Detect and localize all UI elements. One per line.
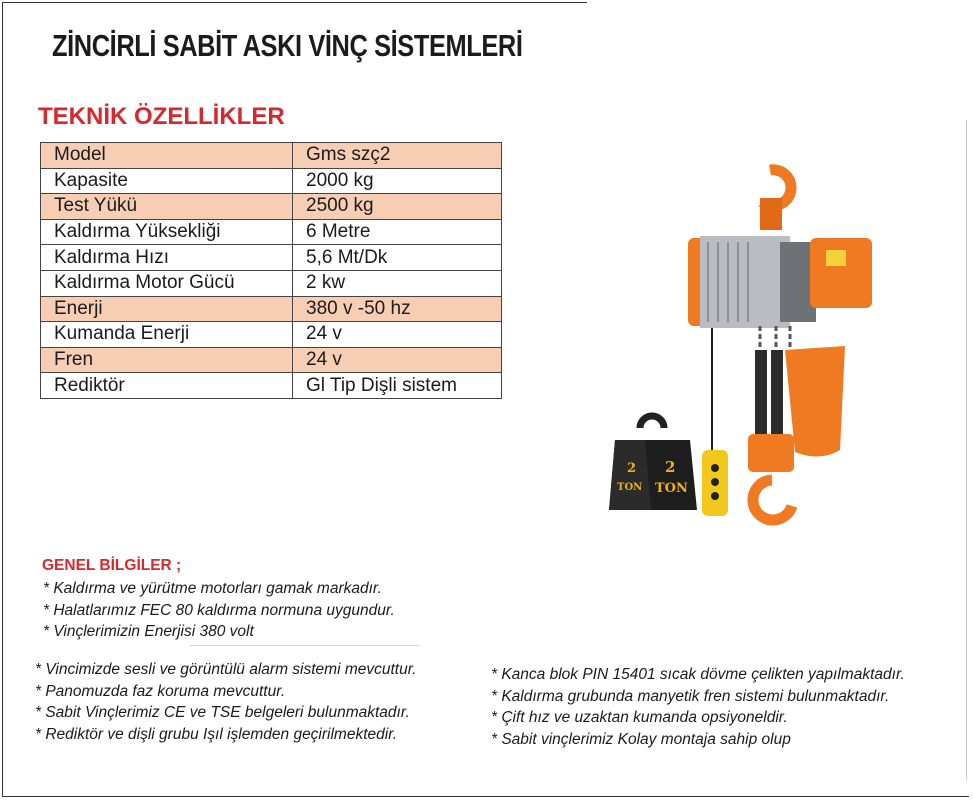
right-divider [966, 120, 967, 780]
bottom-hook-block [748, 434, 794, 472]
spec-label: Kumanda Enerji [41, 322, 293, 348]
spec-table [40, 142, 502, 399]
spec-value: 24 v [293, 347, 502, 373]
spec-label: Rediktör [41, 373, 293, 399]
weight-label-unit-left: TON [617, 482, 643, 493]
general-info-heading: GENEL BİLGİLER ; [42, 557, 182, 574]
weight-label-number: 2 [665, 458, 676, 476]
spec-label: Kapasite [41, 168, 293, 194]
spec-label: Kaldırma Motor Gücü [41, 270, 293, 296]
hoist-motor-cover [810, 238, 872, 308]
spec-label: Model [41, 143, 293, 169]
list-item: * Kanca blok PIN 15401 sıcak dövme çelikten yapılmaktadır. [491, 666, 905, 683]
spec-value: Gms szç2 [293, 143, 502, 169]
table-row [41, 143, 502, 169]
table-row [41, 373, 502, 399]
table-row [41, 194, 502, 220]
spec-value: 380 v -50 hz [293, 296, 502, 322]
list-item: * Sabit Vinçlerimiz CE ve TSE belgeleri bulunmaktadır. [35, 704, 410, 721]
spec-value: 5,6 Mt/Dk [293, 245, 502, 271]
list-item: * Panomuzda faz koruma mevcuttur. [35, 682, 286, 700]
spec-value: 2000 kg [293, 168, 502, 194]
list-item: * Kaldırma ve yürütme motorları gamak markadır. [43, 580, 382, 597]
table-row [41, 270, 502, 296]
spec-label: Fren [41, 347, 293, 373]
table-row [41, 245, 502, 271]
list-item: * Sabit vinçlerimiz Kolay montaja sahip olup [491, 730, 791, 748]
spec-value: Gl Tip Dişli sistem [293, 373, 502, 399]
table-row [41, 296, 502, 322]
list-item: * Çift hız ve uzaktan kumanda opsiyoneldir. [491, 709, 788, 726]
general-info-list [43, 580, 395, 645]
spec-value: 24 v [293, 322, 502, 348]
spec-label: Kaldırma Yüksekliği [41, 219, 293, 245]
list-item: * Halatlarımız FEC 80 kaldırma normuna uygundur. [43, 601, 395, 619]
list-item: * Kaldırma grubunda manyetik fren sistemi bulunmaktadır. [491, 687, 890, 705]
weight-illustration [605, 410, 700, 520]
hoist-motor-body [700, 236, 790, 328]
spec-label: Enerji [41, 296, 293, 322]
weight-label-number-left: 2 [627, 461, 637, 476]
specs-heading: TEKNİK ÖZELLİKLER [38, 103, 285, 130]
bottom-hook [753, 480, 792, 520]
table-row [41, 168, 502, 194]
list-item: * Vincimizde sesli ve görüntülü alarm sistemi mevcuttur. [35, 661, 417, 678]
features-list-left [35, 661, 417, 747]
spec-value: 2500 kg [293, 194, 502, 220]
table-row [41, 219, 502, 245]
spec-value: 6 Metre [293, 219, 502, 245]
features-list-right [491, 666, 905, 752]
list-item: * Vinçlerimizin Enerjisi 380 volt [43, 623, 254, 640]
page-title: ZİNCİRLİ SABİT ASKI VİNÇ SİSTEMLERİ [52, 28, 523, 63]
chain-spring-right [771, 350, 783, 434]
weight-label-unit: TON [655, 481, 688, 496]
chain-spring-left [755, 350, 767, 434]
list-item: * Rediktör ve dişli grubu Işıl işlemden geçirilmektedir. [35, 725, 398, 743]
table-row [41, 322, 502, 348]
warning-label [826, 250, 846, 266]
table-row [41, 347, 502, 373]
section-divider [190, 645, 420, 646]
spec-label: Test Yükü [41, 194, 293, 220]
spec-value: 2 kw [293, 270, 502, 296]
hook-block [760, 198, 782, 230]
spec-label: Kaldırma Hızı [41, 245, 293, 271]
top-divider [2, 2, 587, 3]
